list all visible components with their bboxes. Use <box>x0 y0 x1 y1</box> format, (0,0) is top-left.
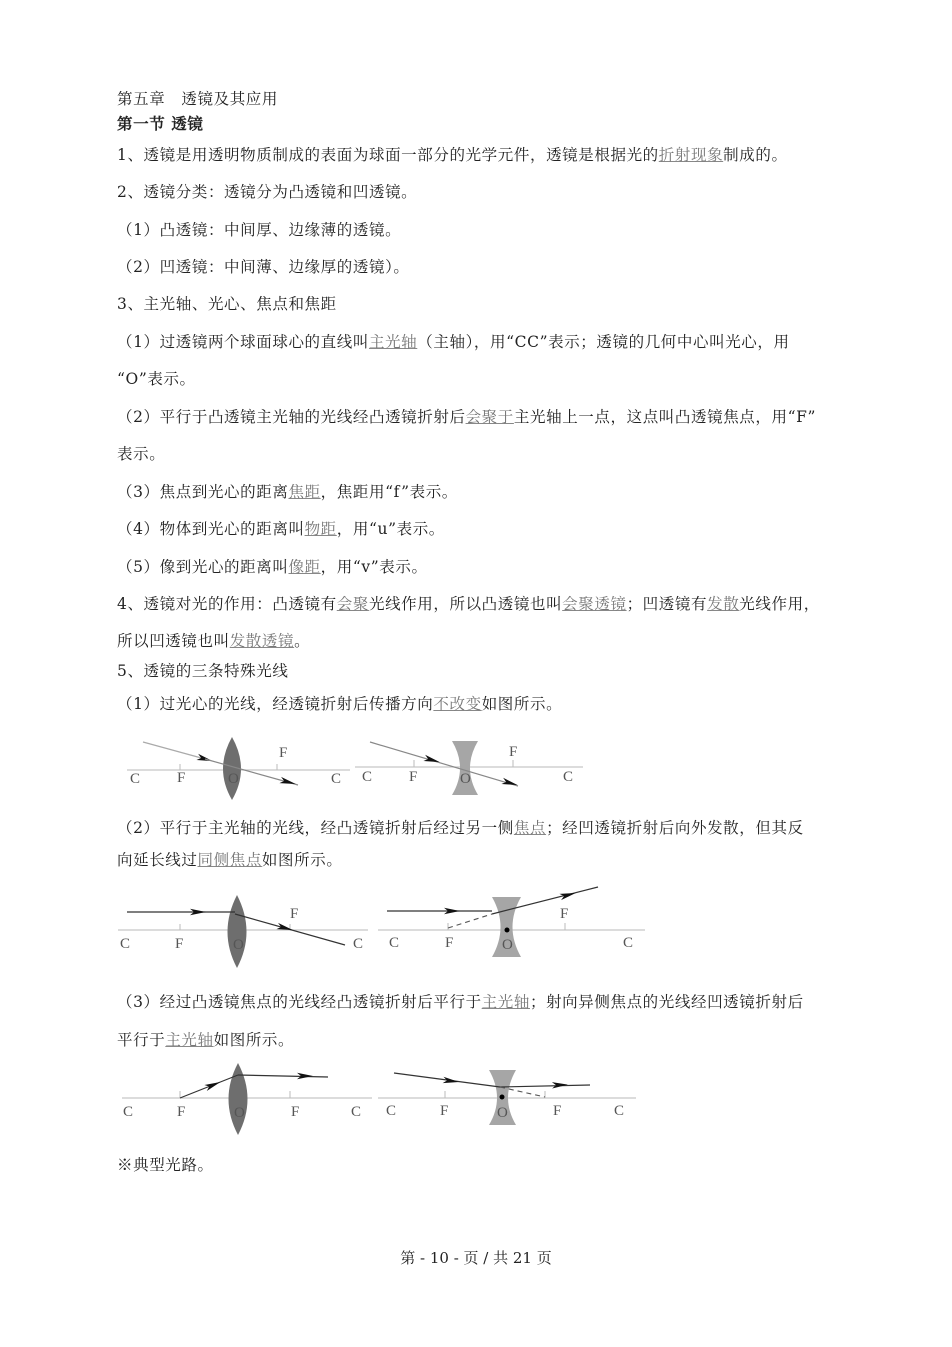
diagram-convex-parallel-ray <box>118 895 368 968</box>
svg-text:F: F <box>409 769 418 785</box>
svg-text:O: O <box>233 937 244 953</box>
svg-text:O: O <box>502 937 513 953</box>
svg-text:F: F <box>177 1104 186 1120</box>
underlined-answer: 焦点 <box>513 819 547 837</box>
text-segment: ，用“u”表示。 <box>336 520 445 538</box>
text-segment: ；射向异侧焦点的光线经凹透镜折射后 <box>529 993 804 1011</box>
text-segment: 如图所示。 <box>261 851 343 869</box>
text-segment: ，焦距用“f”表示。 <box>320 483 458 501</box>
underlined-answer: 会聚于 <box>465 408 514 426</box>
text-segment: “O”表示。 <box>117 370 196 388</box>
svg-text:F: F <box>440 1103 449 1119</box>
text-segment: 平行于 <box>117 1031 166 1049</box>
text-segment: 第五章 透镜及其应用 <box>117 90 279 108</box>
svg-text:C: C <box>123 1104 134 1120</box>
svg-text:C: C <box>351 1104 362 1120</box>
text-segment: 4、透镜对光的作用：凸透镜有 <box>117 595 337 613</box>
underlined-answer: 折射现象 <box>658 146 724 164</box>
text-segment: （2）凹透镜：中间薄、边缘厚的透镜）。 <box>117 258 410 276</box>
text-segment: （4）物体到光心的距离叫 <box>117 520 305 538</box>
underlined-answer: 像距 <box>288 558 321 576</box>
svg-text:F: F <box>560 906 569 922</box>
text-segment: ；凹透镜有 <box>626 595 708 613</box>
text-segment: （1）过光心的光线，经透镜折射后传播方向 <box>117 695 434 713</box>
diagram-concave-center-ray <box>355 741 583 795</box>
diagram-convex-center-ray <box>127 737 350 800</box>
text-segment: （3）经过凸透镜焦点的光线经凸透镜折射后平行于 <box>117 993 482 1011</box>
svg-text:C: C <box>362 769 373 785</box>
diagram-concave-focus-ray <box>378 1070 636 1125</box>
svg-text:C: C <box>353 936 364 952</box>
underlined-answer: 会聚 <box>336 595 369 613</box>
text-segment: 3、主光轴、光心、焦点和焦距 <box>117 295 337 313</box>
underlined-answer: 主光轴 <box>481 993 530 1011</box>
text-segment: 光线作用，所以凸透镜也叫 <box>368 595 563 613</box>
svg-text:C: C <box>389 935 400 951</box>
text-segment: 光线作用， <box>739 595 820 613</box>
text-segment: ※典型光路。 <box>117 1156 214 1174</box>
text-segment: 制成的。 <box>723 146 788 164</box>
underlined-answer: 会聚透镜 <box>562 595 627 613</box>
underlined-answer: 不改变 <box>433 695 482 713</box>
svg-text:F: F <box>177 770 186 786</box>
page-footer: 第 - 10 - 页 / 共 21 页 <box>400 1249 552 1267</box>
text-segment: 表示。 <box>117 445 166 463</box>
svg-text:O: O <box>497 1105 508 1121</box>
text-segment: 5、透镜的三条特殊光线 <box>117 662 289 680</box>
svg-text:O: O <box>234 1105 245 1121</box>
text-segment: （1）过透镜两个球面球心的直线叫 <box>117 333 369 351</box>
text-segment: 如图所示。 <box>481 695 563 713</box>
text-segment: （主轴），用“CC”表示；透镜的几何中心叫光心，用 <box>417 333 790 351</box>
underlined-answer: 物距 <box>304 520 337 538</box>
convex-lens-icon <box>229 1063 248 1135</box>
convex-lens-icon <box>228 895 247 968</box>
text-segment: 所以凹透镜也叫 <box>117 632 230 650</box>
underlined-answer: 发散 <box>707 595 740 613</box>
svg-text:C: C <box>130 771 141 787</box>
svg-text:F: F <box>279 745 288 761</box>
text-segment: 1、透镜是用透明物质制成的表面为球面一部分的光学元件，透镜是根据光的 <box>117 146 659 164</box>
svg-text:F: F <box>509 744 518 760</box>
diagram-convex-focus-ray <box>122 1063 372 1135</box>
svg-text:F: F <box>290 906 299 922</box>
text-segment: 向延长线过 <box>117 851 198 869</box>
svg-text:F: F <box>291 1104 300 1120</box>
underlined-answer: 发散透镜 <box>229 632 295 650</box>
text-segment: 。 <box>294 632 311 650</box>
text-segment: 主光轴上一点，这点叫凸透镜焦点，用“F” <box>513 408 816 426</box>
svg-text:C: C <box>563 769 574 785</box>
underlined-answer: 主光轴 <box>368 333 418 351</box>
svg-text:O: O <box>460 771 471 787</box>
underlined-answer: 主光轴 <box>165 1031 214 1049</box>
svg-text:C: C <box>623 935 634 951</box>
svg-text:C: C <box>120 936 131 952</box>
text-segment: 第一节 透镜 <box>117 114 204 133</box>
svg-text:C: C <box>331 771 342 787</box>
text-segment: 2、透镜分类：透镜分为凸透镜和凹透镜。 <box>117 183 418 201</box>
text-segment: （2）平行于凸透镜主光轴的光线经凸透镜折射后 <box>117 408 466 426</box>
svg-text:C: C <box>386 1103 397 1119</box>
text-segment: （2）平行于主光轴的光线，经凸透镜折射后经过另一侧 <box>117 819 514 837</box>
text-segment: ，用“v”表示。 <box>320 558 428 576</box>
text-segment: 如图所示。 <box>213 1031 295 1049</box>
svg-text:O: O <box>228 771 239 787</box>
svg-text:C: C <box>614 1103 625 1119</box>
svg-text:F: F <box>175 936 184 952</box>
text-segment: （1）凸透镜：中间厚、边缘薄的透镜。 <box>117 221 402 239</box>
svg-text:F: F <box>445 935 454 951</box>
underlined-answer: 同侧焦点 <box>197 851 262 869</box>
svg-text:F: F <box>553 1103 562 1119</box>
text-segment: （3）焦点到光心的距离 <box>117 483 289 501</box>
text-segment: （5）像到光心的距离叫 <box>117 558 289 576</box>
text-segment: ；经凹透镜折射后向外发散，但其反 <box>546 819 804 837</box>
diagram-concave-parallel-ray <box>378 887 645 957</box>
underlined-answer: 焦距 <box>288 483 321 501</box>
